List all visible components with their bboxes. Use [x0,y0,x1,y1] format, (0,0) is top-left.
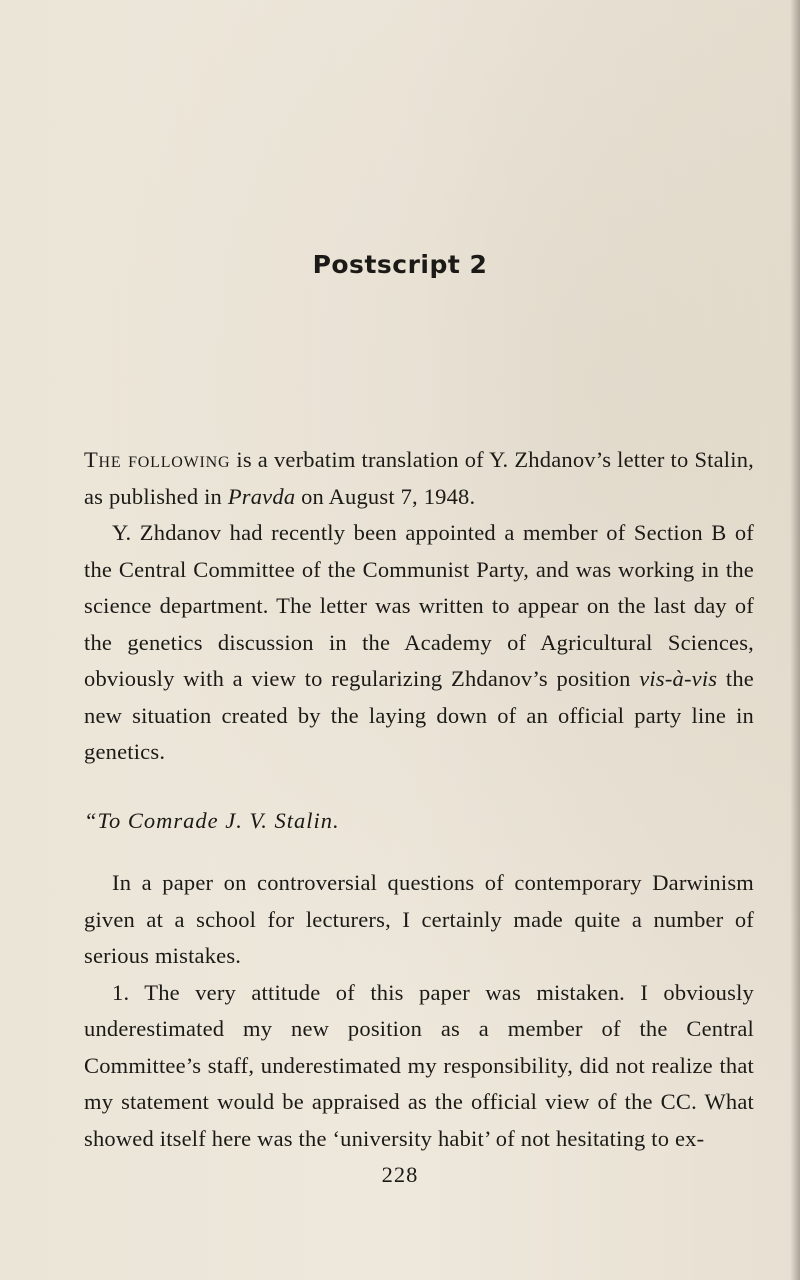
pravda-italic: Pravda [227,483,296,509]
vis-a-vis-italic: vis-à-vis [639,666,718,691]
letter-paragraph-2: 1. The very attitude of this paper was mistaken. I obviously underestimated my new position as a member of the Central Committee’s staff, underestimated my responsibility, did not realize that my statement would be appraised as the official view of the CC. What showed itself here was the ‘university habit’ of not hesitating to ex- [84,979,754,1151]
page-number: 228 [381,1162,419,1187]
page-title: Postscript 2 [312,250,488,279]
letter-body [84,865,754,1157]
lead-in-small-caps: The following [84,447,231,472]
letter-paragraph-1: In a paper on controversial questions of contemporary Darwinism given at a school for lecturers, I certainly made quite a number of serious mistakes. [84,870,754,968]
intro-paragraph-2: Y. Zhdanov had recently been appointed a member of Section B of the Central Committee of the Communist Party, and was working in the science department. The letter was written to appear on the last day of the genetics discussion in the Academy of Agricultural Sciences, obviously with a view to regularizing Zhdanov’s position vis-à-vis the new situation created by the laying down of an official party line in genetics. [84,520,754,764]
intro-section [84,442,754,771]
letter-salutation: “To Comrade J. V. Stalin. [84,808,340,833]
page-edge-shadow [790,0,800,1280]
intro-paragraph-1: The following is a verbatim translation of Y. Zhdanov’s letter to Stalin, as published in Pravda on August 7, 1948. [84,447,754,509]
